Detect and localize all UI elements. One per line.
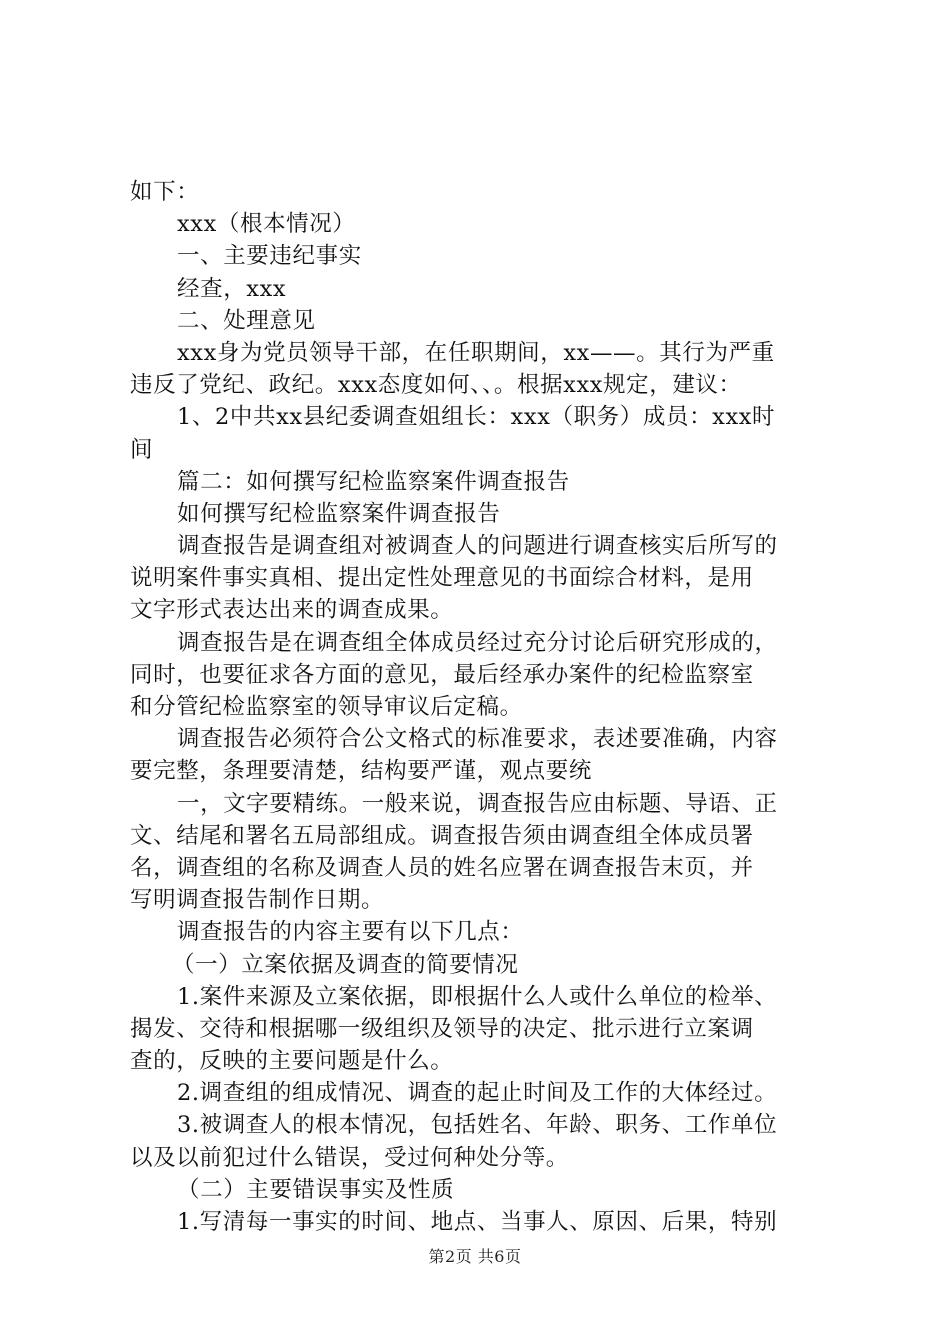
text-line: 如下： [130,179,200,205]
text-line: 同时，也要征求各方面的意见，最后经承办案件的纪检监察室 [130,661,754,688]
text-line: 1.案件来源及立案依据，即根据什么人或什么单位的检举、 [177,983,778,1010]
text-line: 写明调查报告制作日期。 [130,887,385,914]
section-heading: （一）立案依据及调查的简要情况 [172,951,519,978]
text-line: 2.调查组的组成情况、调查的起止时间及工作的大体经过。 [177,1080,778,1107]
text-line: 调查报告的内容主要有以下几点： [177,919,524,946]
text-line: 说明案件事实真相、提出定性处理意见的书面综合材料，是用 [130,565,754,592]
text-line: 揭发、交待和根据哪一级组织及领导的决定、批示进行立案调 [130,1015,754,1042]
text-line: xxx身为党员领导干部，在任职期间，xx——。其行为严重 [177,339,775,366]
article-title: 篇二：如何撰写纪检监察案件调查报告 [177,468,570,495]
text-line: 文字形式表达出来的调查成果。 [130,597,454,624]
section-heading: 一、主要违纪事实 [177,243,362,270]
text-line: 一，文字要精练。一般来说，调查报告应由标题、导语、正 [177,790,778,817]
section-heading: 二、处理意见 [177,307,316,334]
text-line: xxx（根本情况） [177,211,356,238]
text-line: 要完整，条理要清楚，结构要严谨，观点要统 [130,758,593,785]
text-line: 调查报告是在调查组全体成员经过充分讨论后研究形成的， [177,629,778,656]
text-line: 违反了党纪、政纪。xxx态度如何、、。根据xxx规定，建议： [130,372,742,399]
text-line: 查的，反映的主要问题是什么。 [130,1048,454,1075]
text-line: 和分管纪检监察室的领导审议后定稿。 [130,694,523,720]
text-line: 1、2中共xx县纪委调查姐组长：xxx（职务）成员：xxx时 [177,404,776,431]
text-line: 调查报告是调查组对被调查人的问题进行调查核实后所写的 [177,533,778,560]
document-body [130,176,830,1238]
text-line: 以及以前犯过什么错误，受过何种处分等。 [130,1144,569,1171]
text-line: 1.写清每一事实的时间、地点、当事人、原因、后果，特别 [177,1209,778,1235]
text-line: 文、结尾和署名五局部组成。调查报告须由调查组全体成员署 [130,822,754,849]
text-line: 名，调查组的名称及调查人员的姓名应署在调查报告末页，并 [130,854,754,881]
text-line: 经查，xxx [177,275,287,302]
article-subtitle: 如何撰写纪检监察案件调查报告 [177,500,501,527]
text-line: 调查报告必须符合公文格式的标准要求，表述要准确，内容 [177,726,778,753]
text-line: 3.被调查人的根本情况，包括姓名、年龄、职务、工作单位 [177,1112,778,1139]
text-line: 间 [130,436,154,463]
section-heading: （二）主要错误事实及性质 [177,1176,455,1203]
page-number: 第2页 共6页 [428,1247,522,1266]
